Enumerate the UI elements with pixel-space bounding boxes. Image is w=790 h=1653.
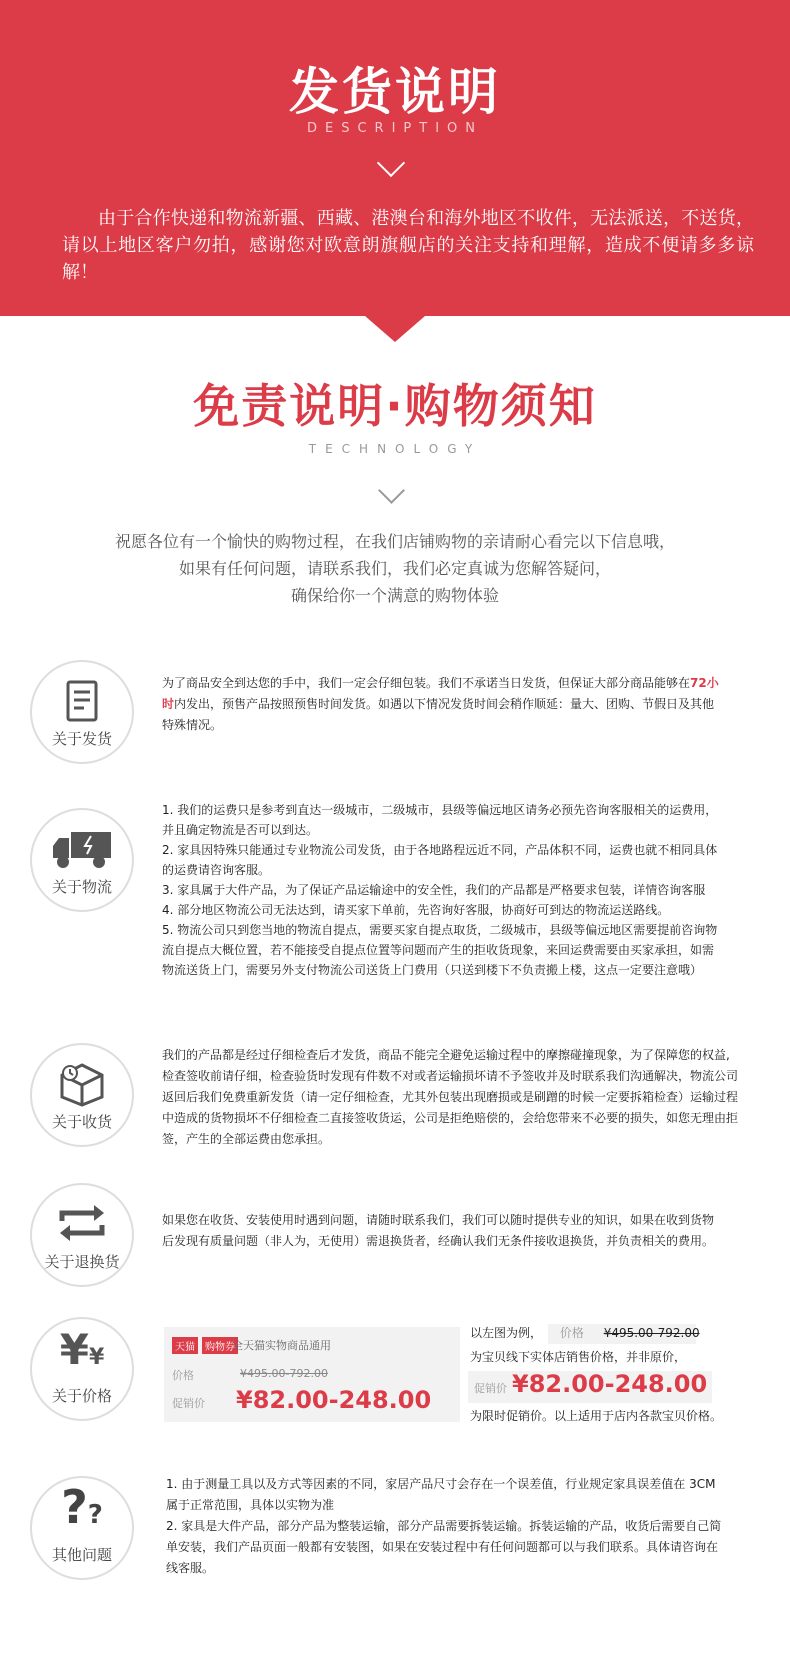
header-banner: [0, 0, 790, 316]
logistics-item: 5. 物流公司只到您当地的物流自提点，需要买家自提点取货，二级城市，县级等偏远地区需要提前咨询物流自提点大概位置，若不能接受自提点位置等问题而产生的拒收货现象，来回运费需要由买家承担，如需物流送货上门，需要另外支付物流公司送货上门费用（只送到楼下不负责搬上楼，这点一定要注意哦）: [162, 923, 718, 977]
shipping-label: 关于发货: [51, 730, 112, 748]
side-price-label: 价格: [559, 1326, 584, 1340]
yen-icon: ¥¥: [59, 1325, 105, 1374]
box-icon: [32, 1063, 132, 1111]
banner-arrow-icon: [365, 316, 425, 342]
price-example-card: [164, 1327, 460, 1422]
returns-badge: [30, 1183, 134, 1287]
chevron-down-icon: [377, 149, 405, 177]
intro-line: 祝愿各位有一个愉快的购物过程，在我们店铺购物的亲请耐心看完以下信息哦，: [114, 532, 675, 551]
truck-icon: [32, 828, 132, 876]
header-subtitle: DESCRIPTION: [307, 121, 483, 136]
other-item: 1. 由于测量工具以及方式等因素的不同，家居产品尺寸会存在一个误差值，行业规定家具误差值在 3CM属于正常范围，具体以实物为准: [166, 1477, 716, 1512]
question-icon: ??: [61, 1480, 103, 1534]
intro-line: 确保给你一个满意的购物体验: [290, 586, 499, 605]
shipping-text-a: 为了商品安全到达您的手中，我们一定会仔细包装。我们不承诺当日发货，但保证大部分商品能够在: [162, 676, 691, 690]
shipping-highlight: 72小时: [162, 676, 719, 711]
logistics-item: 4. 部分地区物流公司无法达到，请买家下单前，先咨询好客服，协商好可到达的物流运送路线。: [162, 903, 670, 917]
logistics-badge: [30, 808, 134, 912]
header-title: 发货说明: [289, 63, 501, 121]
returns-text: 如果您在收货、安装使用时遇到问题，请随时联系我们，我们可以随时提供专业的知识，如果在收到货物后发现有质量问题（非人为，无使用）需退换货者，经确认我们无条件接收退换货，并负责相关的费用。: [162, 1213, 715, 1248]
disclaimer-intro: [0, 528, 790, 609]
shipping-text-b: 内发出，预售产品按照预售时间发货。如遇以下情况发货时间会稍作顺延：量大、团购、节假日及其他特殊情况。: [162, 697, 715, 732]
shipping-text: [162, 673, 722, 736]
side-promo-price: ¥82.00-248.00: [512, 1370, 708, 1398]
coupon-tag: 购物券: [202, 1337, 238, 1354]
logistics-item: 2. 家具因特殊只能通过专业物流公司发货，由于各地路程远近不同，产品体积不同，运费也就不相同具体的运费请咨询客服。: [162, 843, 718, 877]
other-label: 其他问题: [51, 1546, 112, 1564]
logistics-item: 3. 家具属于大件产品，为了保证产品运输途中的安全性，我们的产品都是严格要求包装，详情咨询客服: [162, 883, 706, 897]
side-line1: [470, 1323, 700, 1344]
price-badge: [30, 1317, 134, 1421]
promo-price: ¥82.00-248.00: [236, 1386, 432, 1414]
side-promo-label: 促销价: [474, 1382, 507, 1395]
coupon-note: 全天猫实物商品通用: [232, 1339, 331, 1352]
price-label: 关于价格: [51, 1387, 112, 1405]
exchange-icon: [32, 1203, 132, 1247]
disclaimer-subtitle: TECHNOLOGY: [308, 442, 482, 456]
other-badge: [30, 1476, 134, 1580]
other-list: [166, 1474, 726, 1579]
promo-price-label: 促销价: [172, 1397, 205, 1410]
orig-price-label: 价格: [172, 1369, 194, 1382]
receiving-label: 关于收货: [51, 1113, 112, 1131]
side-orig-price: ¥495.00-792.00: [603, 1326, 700, 1340]
other-item: 2. 家具是大件产品，部分产品为整装运输，部分产品需要拆装运输。拆装运输的产品，收货后需要自己简单安装，我们产品页面一般都有安装图，如果在安装过程中有任何问题都可以与我们联系。具体请咨询在线客服。: [166, 1519, 722, 1575]
logistics-list: [162, 800, 722, 980]
side-line3: 为限时促销价。以上适用于店内各款宝贝价格。: [470, 1409, 723, 1423]
receiving-text: 我们的产品都是经过仔细检查后才发货，商品不能完全避免运输过程中的摩擦碰撞现象，为了保障您的权益,检查签收前请仔细，检查验货时发现有件数不对或者运输损坏请不予签收并及时联系我们沟通解决，物流公司返回后我们免费重新发货（请一定仔细检查，尤其外包装出现磨损或是刷蹭的时候一定要拆箱检查）运输过程中造成的货物损坏不仔细检查二直接签收货运，公司是拒绝赔偿的，会给您带来不必要的损失，如您无理由拒签，产生的全部运费由您承担。: [162, 1048, 739, 1146]
side-line1-prefix: 以左图为例，: [470, 1326, 543, 1340]
side-line2: 为宝贝线下实体店销售价格，并非原价，: [470, 1350, 687, 1364]
orig-price: ¥495.00-792.00: [240, 1367, 328, 1380]
logistics-item: 1. 我们的运费只是参考到直达一级城市，二级城市，县级等偏远地区请务必预先咨询客服相关的运费用，并且确定物流是否可以到达。: [162, 803, 718, 837]
returns-label: 关于退换货: [44, 1253, 120, 1271]
tmall-tag: 天猫: [172, 1337, 198, 1354]
document-icon: [32, 680, 132, 728]
chevron-down-icon: [378, 477, 405, 504]
disclaimer-title: 免责说明·购物须知: [193, 379, 597, 433]
receiving-badge: [30, 1043, 134, 1147]
logistics-label: 关于物流: [51, 878, 112, 896]
intro-line: 如果有任何问题，请联系我们，我们必定真诚为您解答疑问，: [178, 559, 611, 578]
shipping-notice: 由于合作快递和物流新疆、西藏、港澳台和海外地区不收件，无法派送，不送货，请以上地区客户勿拍，感谢您对欧意朗旗舰店的关注支持和理解，造成不便请多多谅解！: [62, 208, 754, 283]
shipping-badge: [30, 660, 134, 764]
